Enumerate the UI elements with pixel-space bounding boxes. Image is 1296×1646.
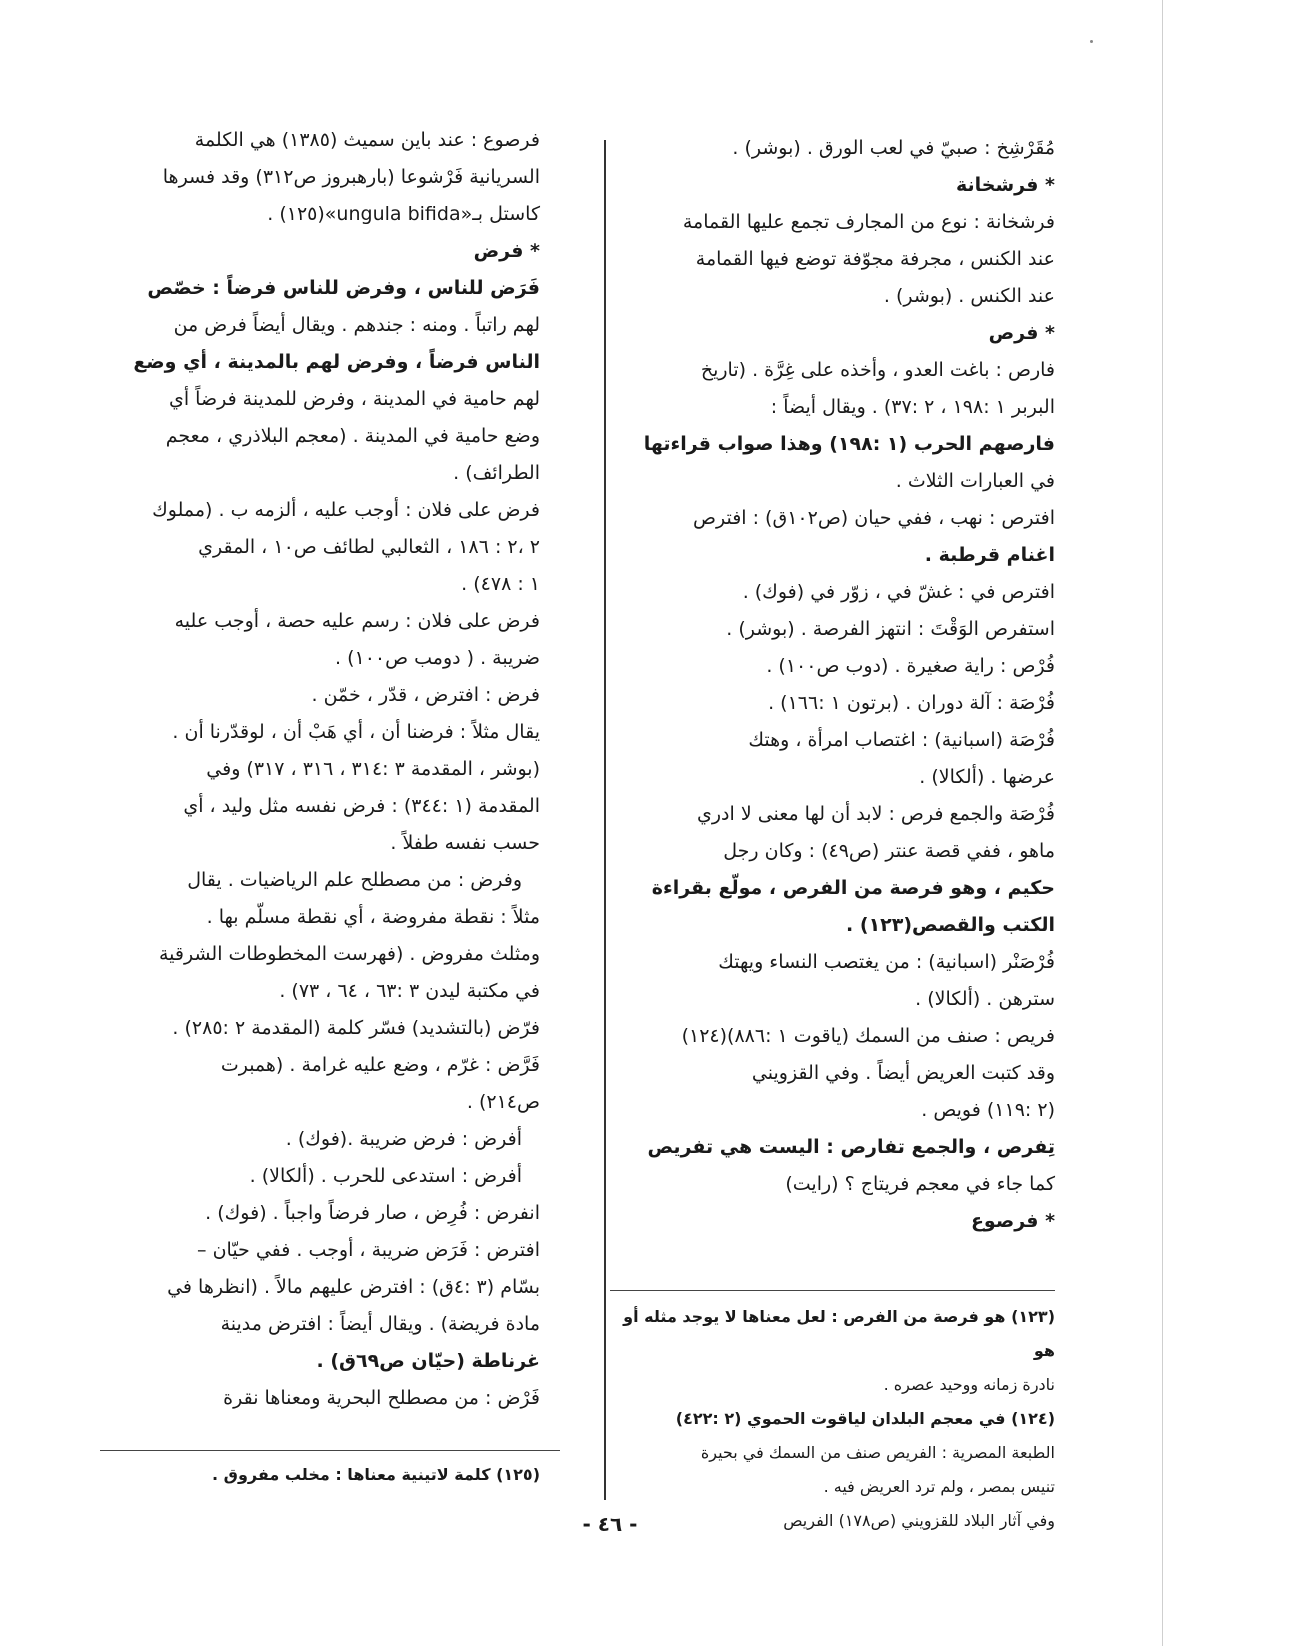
entry-line: سترهن . (ألكالا) . (915, 988, 1055, 1010)
entry-line: غرناطة (حيّان ص٦٩ق) . (316, 1350, 540, 1372)
entry-line: فرصوع : عند باين سميث (١٣٨٥) هي الكلمة (194, 129, 540, 151)
entry-line: أفرض : استدعى للحرب . (ألكالا) . (249, 1165, 522, 1187)
footnote-line: الطبعة المصرية : الفريص صنف من السمك في بحيرة (700, 1443, 1055, 1462)
entry-line: كما جاء في معجم فريتاج ؟ (رايت) (785, 1173, 1055, 1195)
page-number: - ٤٦ - (582, 1512, 638, 1536)
entry-line: فُرْصَنْر (اسبانية) : من يغتصب النساء ويهتك (718, 951, 1055, 973)
footnotes-left (100, 1458, 540, 1492)
entry-line: وقد كتبت العريض أيضاً . وفي القزويني (751, 1062, 1055, 1084)
right-column (610, 130, 1055, 1240)
scan-speck (1090, 40, 1093, 43)
entry-line: وفرض : من مصطلح علم الرياضيات . يقال (187, 869, 522, 891)
entry-line: في العبارات الثلاث . (895, 470, 1055, 492)
entry-heading: * فرض (473, 240, 540, 262)
entry-line: فَرْض : من مصطلح البحرية ومعناها نقرة (223, 1387, 540, 1409)
entry-line: فرّض (بالتشديد) فسّر كلمة (المقدمة ٢ :٢٨٥) . (172, 1017, 540, 1039)
footnote-rule (610, 1290, 1055, 1291)
entry-line: فارص : باغت العدو ، وأخذه على غِرَّة . (تاريخ (700, 359, 1055, 381)
entry-line: المقدمة (١ :٣٤٤) : فرض نفسه مثل وليد ، أي (183, 795, 540, 817)
entry-line: الطرائف) . (453, 462, 540, 484)
entry-line: فارصهم الحرب (١ :١٩٨) وهذا صواب قراءتها (643, 433, 1055, 455)
entry-line: كاستل بـ«ungula bifida»(١٢٥) . (267, 203, 540, 225)
entry-line: البربر ١ :١٩٨ ، ٢ :٣٧) . ويقال أيضاً : (770, 396, 1055, 418)
entry-line: ص٢١٤) . (466, 1091, 540, 1113)
entry-line: فَرَض للناس ، وفرض للناس فرضاً : خصّص (147, 277, 540, 299)
entry-line: لهم حامية في المدينة ، وفرض للمدينة فرضاً أي (168, 388, 540, 410)
entry-line: ١ : ٤٧٨) . (461, 573, 540, 595)
entry-line: ضريبة . ( دومب ص١٠٠) . (334, 647, 540, 669)
entry-line: فُرْصَة : آلة دوران . (برتون ١ :١٦٦) . (768, 692, 1055, 714)
entry-line: (٢ :١١٩) فويص . (921, 1099, 1055, 1121)
entry-heading: * فرصوع (970, 1210, 1055, 1232)
entry-line: السريانية فَرْشوعا (بارهبروز ص٣١٢) وقد فسرها (162, 166, 540, 188)
entry-line: عند الكنس . (بوشر) . (883, 285, 1055, 307)
entry-line: عند الكنس ، مجرفة مجوّفة توضع فيها القمامة (695, 248, 1055, 270)
entry-line: تِفرص ، والجمع تفارص : اليست هي تفريص (647, 1136, 1055, 1158)
entry-line: افترض : فَرَض ضريبة ، أوجب . ففي حيّان – (197, 1239, 540, 1261)
entry-line: مثلاً : نقطة مفروضة ، أي نقطة مسلّم بها . (206, 906, 540, 928)
entry-line: اغنام قرطبة . (924, 544, 1055, 566)
footnote-line: (١٢٥) كلمة لاتينية معناها : مخلب مفروق . (212, 1465, 540, 1484)
entry-heading: * فرص (988, 322, 1055, 344)
entry-line: لهم راتباً . ومنه : جندهم . ويقال أيضاً فرض من (173, 314, 540, 336)
entry-line: فُرْصَة (اسبانية) : اغتصاب امرأة ، وهتك (748, 729, 1055, 751)
entry-line: فرض : افترض ، قدّر ، خمّن . (311, 684, 540, 706)
entry-line: فُرْص : راية صغيرة . (دوب ص١٠٠) . (766, 655, 1055, 677)
entry-line: عرضها . (ألكالا) . (919, 766, 1055, 788)
entry-line: استفرص الوَقْتَ : انتهز الفرصة . (بوشر) . (726, 618, 1055, 640)
left-column (100, 122, 540, 1417)
entry-line: حسب نفسه طفلاً . (390, 832, 540, 854)
footnotes-right (610, 1300, 1055, 1538)
footnote-rule (100, 1450, 560, 1451)
entry-line: الناس فرضاً ، وفرض لهم بالمدينة ، أي وضع (133, 351, 540, 373)
entry-line: فريص : صنف من السمك (ياقوت ١ :٨٨٦)(١٢٤) (681, 1025, 1055, 1047)
footnote-line: (١٢٣) هو فرصة من الفرص : لعل معناها لا يوجد مثله أو هو (623, 1307, 1055, 1360)
entry-line: افترص في : غشّ في ، زوّر في (فوك) . (742, 581, 1055, 603)
entry-line: افترص : نهب ، ففي حيان (ص١٠٢ق) : افترص (693, 507, 1055, 529)
entry-line: في مكتبة ليدن ٣ :٦٣ ، ٦٤ ، ٧٣) . (279, 980, 540, 1002)
column-divider (604, 140, 606, 1500)
entry-line: (بوشر ، المقدمة ٣ :٣١٤ ، ٣١٦ ، ٣١٧) وفي (206, 758, 540, 780)
entry-line: فرشخانة : نوع من المجارف تجمع عليها القمامة (682, 211, 1055, 233)
footnote-line: نادرة زمانه ووحيد عصره . (883, 1375, 1055, 1394)
entry-line: وضع حامية في المدينة . (معجم البلاذري ، معجم (165, 425, 540, 447)
footnote-line: (١٢٤) في معجم البلدان لياقوت الحموي (٢ :٤٢٢) (675, 1409, 1055, 1428)
entry-line: يقال مثلاً : فرضنا أن ، أي هَبْ أن ، لوقدّرنا أن . (172, 721, 540, 743)
entry-line: الكتب والقصص(١٢٣) . (846, 914, 1055, 936)
footnote-line: وفي آثار البلاد للقزويني (ص١٧٨) الفريص (783, 1511, 1055, 1530)
entry-line: فُرْصَة والجمع فرص : لابد أن لها معنى لا ادري (697, 803, 1055, 825)
footnote-line: تنيس بمصر ، ولم ترد العريض فيه . (823, 1477, 1055, 1496)
entry-line: بسّام (٣ :٤ق) : افترض عليهم مالاً . (انظرها في (167, 1276, 540, 1298)
entry-line: مادة فريضة) . ويقال أيضاً : افترض مدينة (220, 1313, 540, 1335)
entry-line: ماهو ، ففي قصة عنتر (ص٤٩) : وكان رجل (723, 840, 1055, 862)
entry-line: فَرَّض : غرّم ، وضع عليه غرامة . (همبرت (220, 1054, 540, 1076)
entry-line: مُقَرْشِخ : صبيّ في لعب الورق . (بوشر) . (732, 137, 1055, 159)
entry-line: حكيم ، وهو فرصة من الفرص ، مولّع بقراءة (651, 877, 1055, 899)
entry-heading: * فرشخانة (956, 174, 1055, 196)
entry-line: فرض على فلان : أوجب عليه ، ألزمه ب . (مملوك (152, 499, 540, 521)
entry-line: ومثلث مفروض . (فهرست المخطوطات الشرقية (158, 943, 540, 965)
page-edge-line (1162, 0, 1163, 1646)
entry-line: ٢ ،٢ : ١٨٦ ، الثعالبي لطائف ص١٠ ، المقري (198, 536, 540, 558)
entry-line: فرض على فلان : رسم عليه حصة ، أوجب عليه (174, 610, 540, 632)
entry-line: انفرض : فُرِض ، صار فرضاً واجباً . (فوك) . (205, 1202, 540, 1224)
entry-line: أفرض : فرض ضريبة .(فوك) . (285, 1128, 522, 1150)
